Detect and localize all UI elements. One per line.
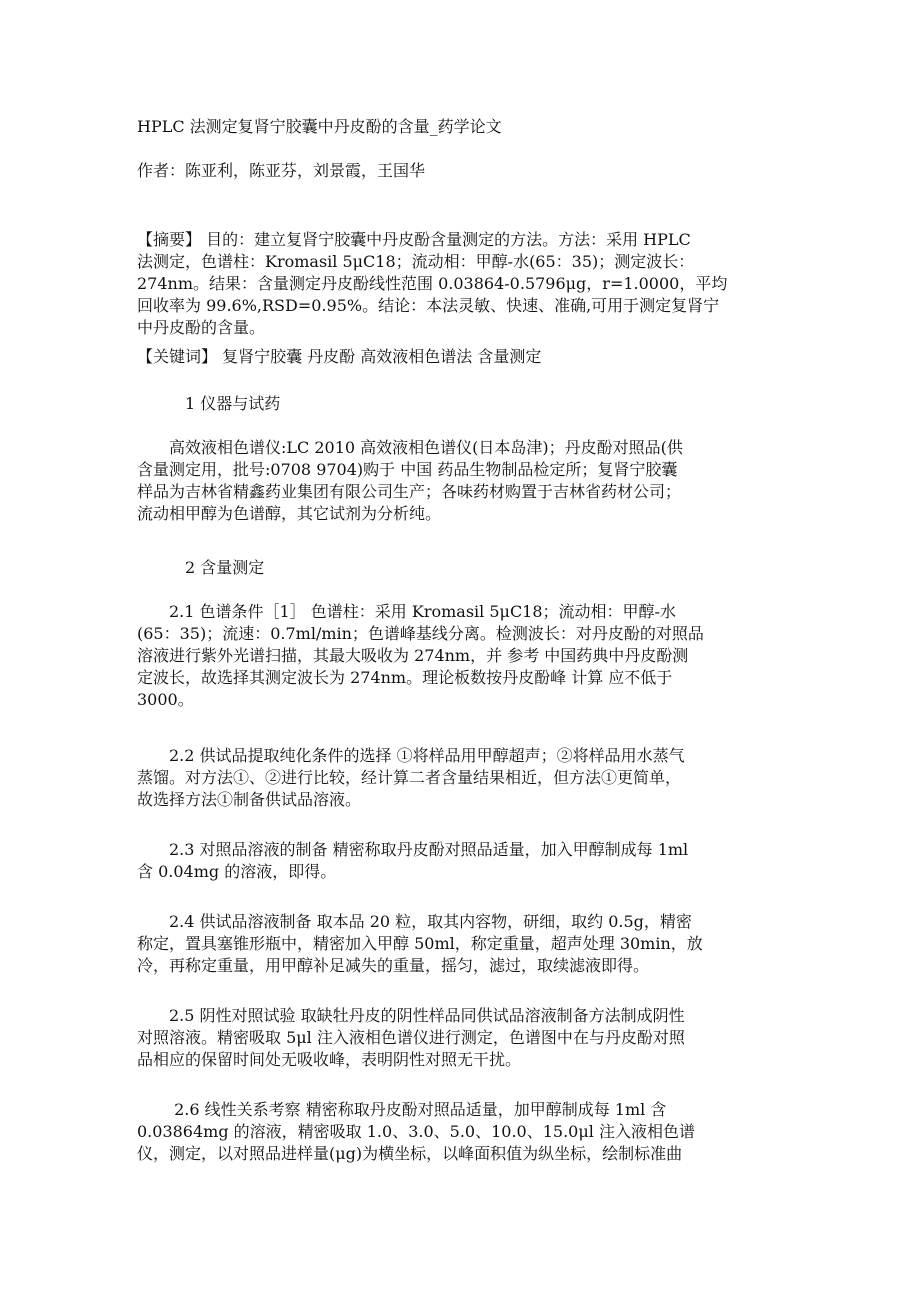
paragraph-line: 2.6 线性关系考察 精密称取丹皮酚对照品适量，加甲醇制成每 1ml 含 xyxy=(137,1100,667,1119)
paragraph-2-2 xyxy=(137,745,787,811)
abstract-line: 274nm。结果：含量测定丹皮酚线性范围 0.03864-0.5796μg，r=1.0000，平均 xyxy=(137,274,728,293)
section-heading-2 xyxy=(185,557,835,579)
paragraph-line: 定波长，故选择其测定波长为 274nm。理论板数按丹皮酚峰 计算 应不低于 xyxy=(137,668,673,687)
keywords xyxy=(137,346,787,368)
paragraph-instruments xyxy=(137,437,787,525)
paragraph-line: 样品为吉林省精鑫药业集团有限公司生产；各味药材购置于吉林省药材公司； xyxy=(137,482,682,501)
document-title xyxy=(137,116,787,138)
section-heading-1 xyxy=(185,393,835,415)
paragraph-2-3 xyxy=(137,839,787,883)
title-text: HPLC 法测定复肾宁胶囊中丹皮酚的含量_药学论文 xyxy=(137,117,502,136)
paragraph-line: 2.4 供试品溶液制备 取本品 20 粒，取其内容物，研细，取约 0.5g，精密 xyxy=(137,912,692,931)
heading-text: 1 仪器与试药 xyxy=(185,394,281,413)
paragraph-line: 含量测定用，批号:0708 9704)购于 中国 药品生物制品检定所；复肾宁胶囊 xyxy=(137,460,678,479)
paragraph-line: 3000。 xyxy=(137,690,194,709)
paragraph-line: 高效液相色谱仪:LC 2010 高效液相色谱仪(日本岛津)；丹皮酚对照品(供 xyxy=(137,438,683,457)
abstract-line: 法测定，色谱柱：Kromasil 5μC18；流动相：甲醇-水(65：35)；测定波长： xyxy=(137,252,695,271)
heading-text: 2 含量测定 xyxy=(185,558,265,577)
authors xyxy=(137,160,787,182)
paragraph-line: 含 0.04mg 的溶液，即得。 xyxy=(137,862,337,881)
paragraph-line: 冷，再称定重量，用甲醇补足减失的重量，摇匀，滤过，取续滤液即得。 xyxy=(137,956,650,975)
paragraph-line: 0.03864mg 的溶液，精密吸取 1.0、3.0、5.0、10.0、15.0μl 注入液相色谱 xyxy=(137,1122,695,1141)
paragraph-line: 仪，测定，以对照品进样量(μg)为横坐标，以峰面积值为纵坐标，绘制标准曲 xyxy=(137,1144,683,1163)
paragraph-line: 对照溶液。精密吸取 5μl 注入液相色谱仪进行测定，色谱图中在与丹皮酚对照 xyxy=(137,1028,685,1047)
paragraph-line: 品相应的保留时间处无吸收峰，表明阴性对照无干扰。 xyxy=(137,1050,522,1069)
paragraph-line: 流动相甲醇为色谱醇，其它试剂为分析纯。 xyxy=(137,504,442,523)
paragraph-2-4 xyxy=(137,911,787,977)
paragraph-line: 2.5 阴性对照试验 取缺牡丹皮的阴性样品同供试品溶液制备方法制成阴性 xyxy=(137,1006,685,1025)
keywords-text: 【关键词】 复肾宁胶囊 丹皮酚 高效液相色谱法 含量测定 xyxy=(137,347,542,366)
abstract-line: 回收率为 99.6%,RSD=0.95%。结论：本法灵敏、快速、准确,可用于测定复肾宁 xyxy=(137,296,720,315)
paragraph-2-1 xyxy=(137,601,787,711)
paragraph-line: 2.2 供试品提取纯化条件的选择 ①将样品用甲醇超声；②将样品用水蒸气 xyxy=(137,746,685,765)
paragraph-line: 蒸馏。对方法①、②进行比较，经计算二者含量结果相近，但方法①更简单， xyxy=(137,768,682,787)
paragraph-line: 故选择方法①制备供试品溶液。 xyxy=(137,790,362,809)
paragraph-2-6 xyxy=(137,1099,787,1165)
paragraph-2-5 xyxy=(137,1005,787,1071)
abstract-line: 中丹皮酚的含量。 xyxy=(137,318,266,337)
abstract-line: 【摘要】 目的：建立复肾宁胶囊中丹皮酚含量测定的方法。方法：采用 HPLC xyxy=(137,230,691,249)
paragraph-line: 2.1 色谱条件［1］ 色谱柱：采用 Kromasil 5μC18；流动相：甲醇-水 xyxy=(137,602,676,621)
paragraph-line: 溶液进行紫外光谱扫描，其最大吸收为 274nm，并 参考 中国药典中丹皮酚测 xyxy=(137,646,689,665)
paragraph-line: 称定，置具塞锥形瓶中，精密加入甲醇 50ml，称定重量，超声处理 30min，放 xyxy=(137,934,703,953)
abstract xyxy=(137,229,787,339)
paragraph-line: 2.3 对照品溶液的制备 精密称取丹皮酚对照品适量，加入甲醇制成每 1ml xyxy=(137,840,689,859)
paragraph-line: (65：35)；流速：0.7ml/min；色谱峰基线分离。检测波长：对丹皮酚的对照品 xyxy=(137,624,704,643)
authors-text: 作者：陈亚利，陈亚芬，刘景霞，王国华 xyxy=(137,161,426,180)
